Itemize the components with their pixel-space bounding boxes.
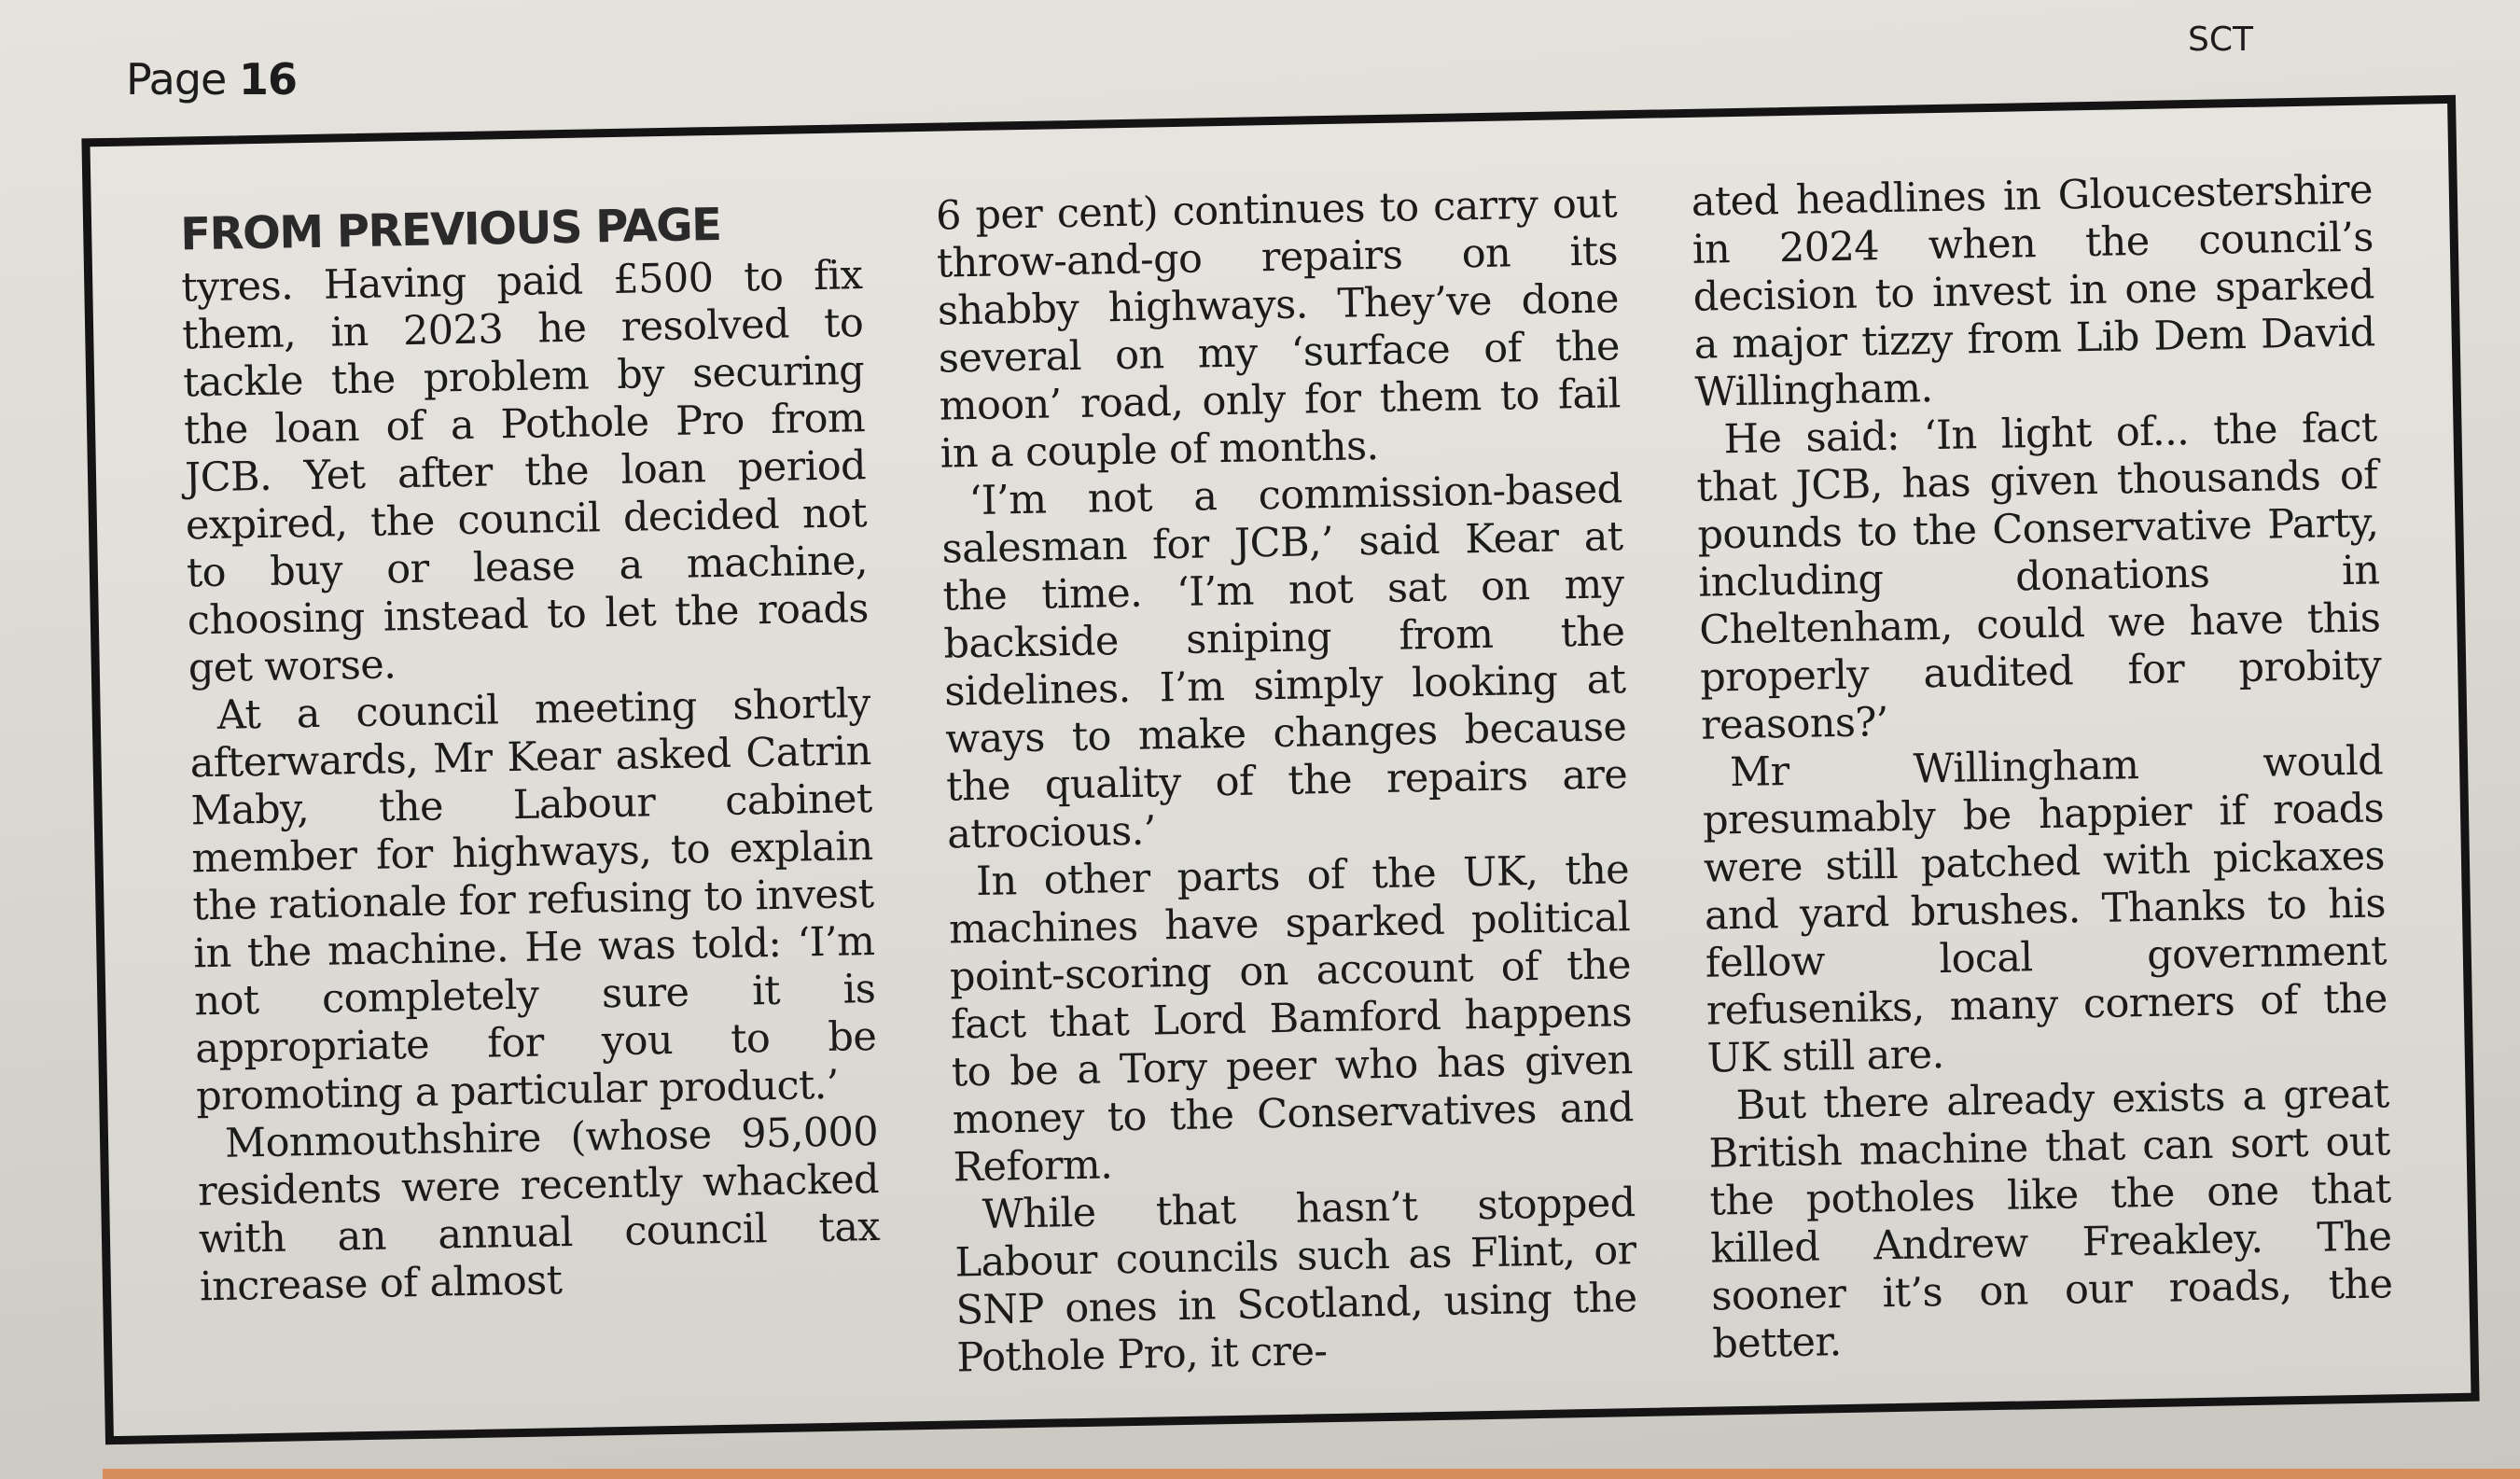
paragraph: At a council meeting shortly afterwards, Mr Kear asked Catrin Maby, the Labour cabinet member for highways, to explain the rationale for refusing to invest in the machine. He was told: ‘I’m not completely sure it is appropriate for you to be promoting a particular product.’ [189, 680, 877, 1121]
column-3 [1691, 166, 2393, 1368]
section-code: SCT [2188, 21, 2253, 59]
paragraph: Monmouthshire (whose 95,000 residents were recently whacked with an annual council tax increase of almost [197, 1108, 881, 1311]
article-columns [180, 166, 2394, 1396]
paragraph: But there already exists a great British machine that can sort out the potholes like the one that killed Andrew Freakley. The sooner it’s on our roads, the better. [1708, 1070, 2393, 1368]
page-number-header [126, 54, 297, 105]
paragraph: He said: ‘In light of... the fact that JCB, has given thousands of pounds to the Conservative Party, including donations in Cheltenham, could we have this properly audited for probity reasons?’ [1696, 404, 2382, 749]
paragraph: 6 per cent) continues to carry out throw-and-go repairs on its shabby highways. They’ve done several on my ‘surface of the moon’ road, only for them to fail in a couple of months. [935, 180, 1622, 478]
next-page-edge [103, 1469, 2520, 1479]
column-2 [936, 180, 1638, 1382]
page-label: Page [126, 54, 227, 105]
paragraph: Mr Willingham would presumably be happier if roads were still patched with pickaxes and yard brushes. Thanks to his fellow local government refuseniks, many corners of the UK still are. [1702, 737, 2388, 1082]
article-box [81, 95, 2479, 1444]
paragraph: ‘I’m not a commission-based salesman for JCB,’ said Kear at the time. ‘I’m not sat on my backside sniping from the sidelines. I’m simply looking at ways to make changes because the quality of the repairs are atrocious.’ [941, 466, 1628, 858]
paragraph: ated headlines in Gloucestershire in 2024 when the council’s decision to invest in one sparked a major tizzy from Lib Dem David Willingham. [1691, 166, 2376, 416]
page-number: 16 [239, 54, 298, 105]
kicker-heading: FROM PREVIOUS PAGE [179, 198, 721, 261]
paragraph: tyres. Having paid £500 to fix them, in 2023 he resolved to tackle the problem by securing the loan of a Pothole Pro from JCB. Yet after the loan period expired, the council decided not to buy or lease a machine, choosing instead to let the roads get worse. [180, 252, 870, 692]
column-1 [180, 194, 883, 1396]
paragraph: In other parts of the UK, the machines have sparked political point-scoring on account of the fact that Lord Bamford happens to be a Tory peer who has given money to the Conservatives and Reform. [948, 846, 1635, 1192]
paragraph: While that hasn’t stopped Labour councils such as Flint, or SNP ones in Scotland, using the Pothole Pro, it cre- [954, 1179, 1637, 1382]
